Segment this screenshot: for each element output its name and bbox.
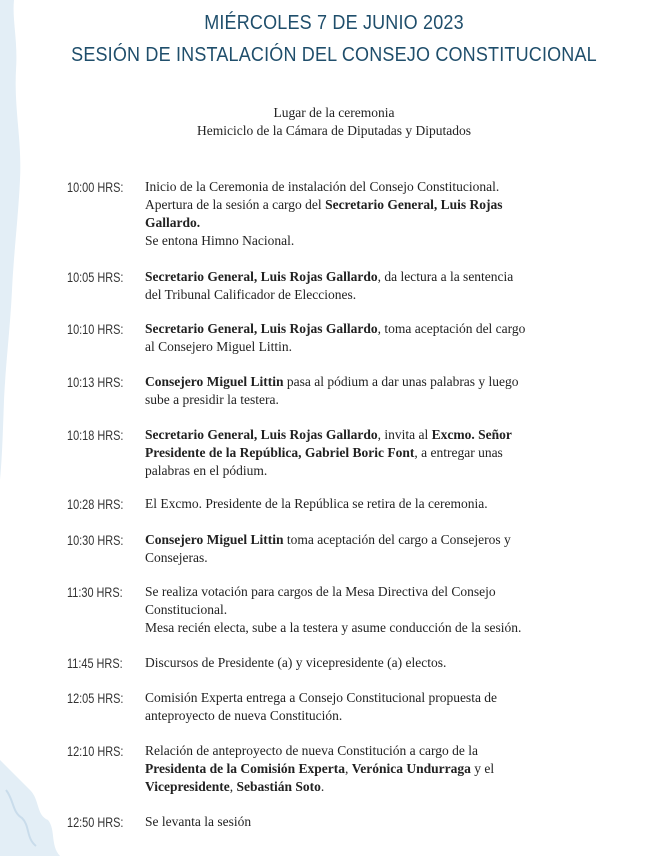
schedule-time: 10:28 HRS: xyxy=(67,496,124,512)
text: al Consejero Miguel Littin. xyxy=(145,339,292,354)
text: Discursos de Presidente (a) y vicepresidente (a) electos. xyxy=(145,655,447,670)
bold-text: Presidente de la República, Gabriel Boric Font xyxy=(145,445,415,460)
schedule-description xyxy=(145,320,575,356)
schedule-description xyxy=(145,178,575,250)
text: toma aceptación del cargo a Consejeros y xyxy=(283,532,511,547)
description-line xyxy=(145,689,575,707)
description-line xyxy=(145,654,575,672)
bold-text: Vicepresidente xyxy=(145,779,230,794)
schedule-description xyxy=(145,268,575,304)
schedule-time: 12:50 HRS: xyxy=(67,814,124,830)
text: Consejeras. xyxy=(145,550,208,565)
description-line xyxy=(145,232,575,250)
text: El Excmo. Presidente de la República se retira de la ceremonia. xyxy=(145,496,488,511)
text: Constitucional. xyxy=(145,602,228,617)
text: , invita al xyxy=(377,427,432,442)
text: Se levanta la sesión xyxy=(145,814,252,829)
text: Inicio de la Ceremonia de instalación del Consejo Constitucional. xyxy=(145,179,500,194)
text: pasa al pódium a dar unas palabras y luego xyxy=(283,374,519,389)
description-line xyxy=(145,601,575,619)
schedule-description xyxy=(145,373,575,409)
bold-text: Sebastián Soto xyxy=(236,779,321,794)
text: Relación de anteproyecto de nueva Constitución a cargo de la xyxy=(145,743,479,758)
event-title: SESIÓN DE INSTALACIÓN DEL CONSEJO CONSTITUCIONAL xyxy=(71,44,597,66)
bold-text: Verónica Undurraga xyxy=(351,761,471,776)
description-line xyxy=(145,214,575,232)
event-date: MIÉRCOLES 7 DE JUNIO 2023 xyxy=(204,12,464,34)
text: , da lectura a la sentencia xyxy=(377,269,514,284)
description-line xyxy=(145,444,575,462)
description-line xyxy=(145,707,575,725)
schedule-time: 10:10 HRS: xyxy=(67,321,124,337)
text: del Tribunal Calificador de Elecciones. xyxy=(145,287,357,302)
text: , a entregar unas xyxy=(414,445,503,460)
bold-text: Presidenta de la Comisión Experta xyxy=(145,761,345,776)
text: , xyxy=(229,779,237,794)
bold-text: Secretario General, Luis Rojas Gallardo xyxy=(145,321,378,336)
description-line xyxy=(145,760,575,778)
text: , xyxy=(345,761,352,776)
description-line xyxy=(145,619,575,637)
description-line xyxy=(145,495,575,513)
text: sube a presidir la testera. xyxy=(145,392,279,407)
description-line xyxy=(145,462,575,480)
schedule-description xyxy=(145,813,575,831)
schedule-time: 10:18 HRS: xyxy=(67,427,124,443)
description-line xyxy=(145,531,575,549)
description-line xyxy=(145,742,575,760)
description-line xyxy=(145,583,575,601)
description-line xyxy=(145,778,575,796)
description-line xyxy=(145,320,575,338)
text: palabras en el pódium. xyxy=(145,463,268,478)
bold-text: Excmo. Señor xyxy=(431,427,512,442)
schedule-description xyxy=(145,495,575,513)
description-line xyxy=(145,391,575,409)
description-line xyxy=(145,178,575,196)
text: anteproyecto de nueva Constitución. xyxy=(145,708,343,723)
bold-text: Consejero Miguel Littin xyxy=(145,374,284,389)
schedule-description xyxy=(145,742,575,796)
bold-text: Consejero Miguel Littin xyxy=(145,532,284,547)
schedule-time: 11:45 HRS: xyxy=(67,655,123,671)
text: y el xyxy=(470,761,495,776)
description-line xyxy=(145,286,575,304)
description-line xyxy=(145,338,575,356)
venue-place: Hemiciclo de la Cámara de Diputadas y Diputados xyxy=(196,123,472,138)
schedule-time: 10:30 HRS: xyxy=(67,532,124,548)
description-line xyxy=(145,549,575,567)
description-line xyxy=(145,813,575,831)
text: Se realiza votación para cargos de la Mesa Directiva del Consejo xyxy=(145,584,496,599)
description-line xyxy=(145,268,575,286)
text: , toma aceptación del cargo xyxy=(377,321,526,336)
text: Apertura de la sesión a cargo del xyxy=(145,197,326,212)
bold-text: Secretario General, Luis Rojas Gallardo xyxy=(145,269,378,284)
venue-label: Lugar de la ceremonia xyxy=(273,105,395,120)
schedule-time: 10:13 HRS: xyxy=(67,374,124,390)
text: . xyxy=(320,779,325,794)
text: Se entona Himno Nacional. xyxy=(145,233,295,248)
schedule-time: 10:05 HRS: xyxy=(67,269,124,285)
schedule-time: 11:30 HRS: xyxy=(67,584,123,600)
schedule-description xyxy=(145,689,575,725)
schedule-time: 12:05 HRS: xyxy=(67,690,124,706)
bold-text: Gallardo. xyxy=(145,215,201,230)
description-line xyxy=(145,373,575,391)
schedule-description xyxy=(145,583,575,637)
description-line xyxy=(145,426,575,444)
text: Comisión Experta entrega a Consejo Constitucional propuesta de xyxy=(145,690,498,705)
description-line xyxy=(145,196,575,214)
bold-text: Secretario General, Luis Rojas Gallardo xyxy=(145,427,378,442)
schedule-description xyxy=(145,426,575,480)
schedule-time: 10:00 HRS: xyxy=(67,179,124,195)
schedule-description xyxy=(145,654,575,672)
text: Mesa recién electa, sube a la testera y asume conducción de la sesión. xyxy=(145,620,522,635)
venue-block xyxy=(0,104,668,140)
schedule-time: 12:10 HRS: xyxy=(67,743,124,759)
bold-text: Secretario General, Luis Rojas xyxy=(325,197,503,212)
schedule-description xyxy=(145,531,575,567)
